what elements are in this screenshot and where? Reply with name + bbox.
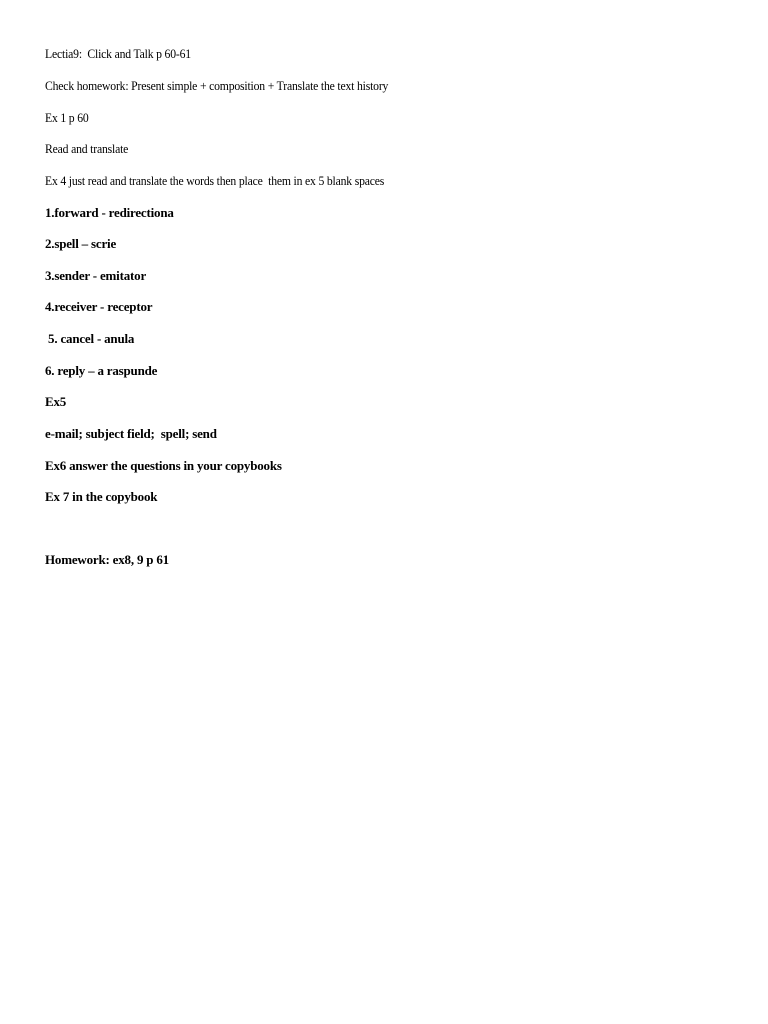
exercise-1-line: Ex 1 p 60 — [45, 110, 89, 125]
vocab-item-spell: 2.spell – scrie — [45, 236, 117, 251]
read-translate-line: Read and translate — [45, 141, 129, 156]
vocab-item-reply: 6. reply – a raspunde — [45, 363, 158, 378]
exercise-6-line: Ex6 answer the questions in your copybooks — [45, 458, 282, 473]
lesson-title: Lectia9: Click and Talk p 60-61 — [45, 46, 191, 61]
check-homework-line: Check homework: Present simple + composition + Translate the text history — [45, 78, 389, 93]
vocab-item-receiver: 4.receiver - receptor — [45, 299, 153, 314]
exercise-5-heading: Ex5 — [45, 394, 67, 409]
exercise-5-answers: e-mail; subject field; spell; send — [45, 426, 217, 441]
vocab-item-sender: 3.sender - emitator — [45, 268, 147, 283]
vocab-item-forward: 1.forward - redirectiona — [45, 205, 174, 220]
homework-line: Homework: ex8, 9 p 61 — [45, 552, 169, 567]
exercise-7-line: Ex 7 in the copybook — [45, 489, 158, 504]
vocab-item-cancel: 5. cancel - anula — [45, 331, 135, 346]
exercise-4-line: Ex 4 just read and translate the words then place them in ex 5 blank spaces — [45, 173, 385, 188]
